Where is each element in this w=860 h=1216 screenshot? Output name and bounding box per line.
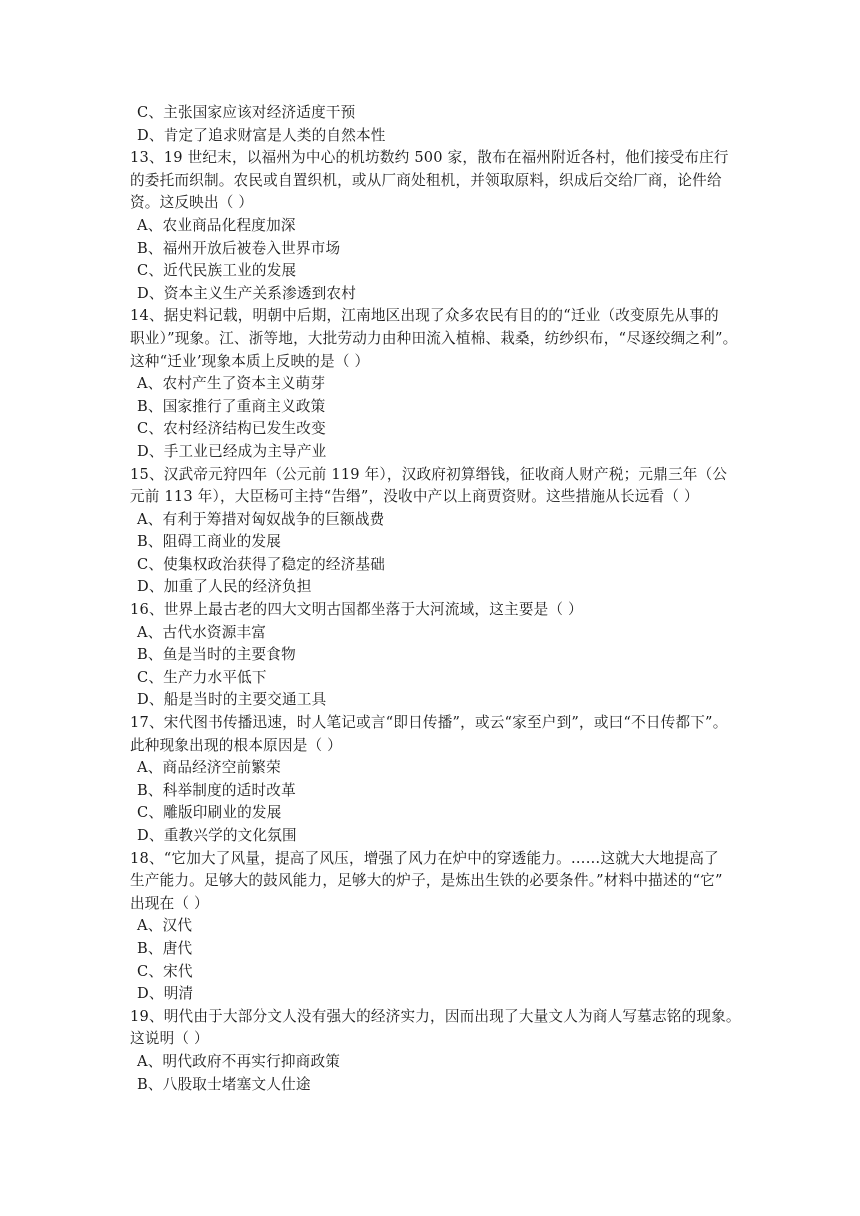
option-line: A、有利于筹措对匈奴战争的巨额战费: [137, 510, 385, 528]
option-line: A、明代政府不再实行抑商政策: [137, 1052, 341, 1070]
option-line: A、汉代: [137, 917, 193, 935]
option-line: D、肯定了追求财富是人类的自然本性: [137, 126, 386, 144]
question-line: 的委托而织制。农民或自置织机，或从厂商处租机，并领取原料，织成后交给厂商，论件给: [130, 171, 722, 189]
option-line: C、主张国家应该对经济适度干预: [137, 104, 356, 121]
option-line: C、宋代: [137, 962, 193, 980]
option-line: B、八股取士堵塞文人仕途: [137, 1075, 311, 1093]
question-line: 资。这反映出（ ）: [130, 194, 254, 212]
question-line: 元前 113 年），大臣杨可主持“告缗”，没收中产以上商贾资财。这些措施从长远看（ ）: [130, 488, 699, 506]
question-line: 出现在（ ）: [130, 894, 209, 912]
option-line: B、鱼是当时的主要食物: [137, 646, 296, 664]
question-line: 18、“它加大了风量，提高了风压，增强了风力在炉中的穿透能力。……这就大大地提高了: [130, 849, 719, 867]
option-line: C、雕版印刷业的发展: [137, 804, 282, 822]
question-line: 生产能力。足够大的鼓风能力，足够大的炉子，是炼出生铁的必要条件。”材料中描述的“它”: [130, 872, 723, 890]
option-line: C、生产力水平低下: [137, 668, 267, 686]
option-line: A、商品经济空前繁荣: [137, 759, 281, 777]
option-line: C、农村经济结构已发生改变: [137, 420, 326, 438]
question-line: 16、世界上最古老的四大文明古国都坐落于大河流域，这主要是（ ）: [130, 601, 583, 619]
question-line: 此种现象出现的根本原因是（ ）: [130, 736, 342, 754]
question-line: 这说明（ ）: [130, 1030, 209, 1048]
question-line: 15、汉武帝元狩四年（公元前 119 年），汉政府初算缗钱，征收商人财产税；元鼎三年（公: [130, 465, 728, 483]
option-line: A、农业商品化程度加深: [137, 216, 296, 234]
option-line: D、加重了人民的经济负担: [137, 578, 312, 596]
option-line: B、国家推行了重商主义政策: [137, 397, 326, 415]
option-line: B、阻碍工商业的发展: [137, 533, 282, 551]
question-line: 17、宋代图书传播迅速，时人笔记或言“即日传播”，或云“家至户到”，或曰“不日传都下”。: [130, 714, 728, 732]
option-line: A、农村产生了资本主义萌芽: [137, 375, 326, 393]
question-line: 13、19 世纪末，以福州为中心的机坊数约 500 家，散布在福州附近各村，他们接受布庄行: [130, 149, 729, 167]
option-line: B、福州开放后被卷入世界市场: [137, 239, 341, 257]
option-line: B、唐代: [137, 939, 193, 957]
document-page: [130, 102, 741, 1096]
option-line: C、使集权政治获得了稳定的经济基础: [137, 555, 386, 573]
option-line: D、资本主义生产关系渗透到农村: [137, 284, 357, 302]
question-line: 职业）”现象。江、浙等地，大批劳动力由种田流入植棉、栽桑，纺纱织布，“尽逐绞绸之利”。: [130, 329, 738, 347]
option-line: D、重教兴学的文化氛围: [137, 827, 297, 844]
option-line: D、明清: [137, 985, 194, 1003]
option-line: B、科举制度的适时改革: [137, 781, 296, 799]
option-line: D、手工业已经成为主导产业: [137, 442, 327, 460]
question-line: 19、明代由于大部分文人没有强大的经济实力，因而出现了大量文人为商人写墓志铭的现象。: [130, 1007, 741, 1025]
question-line: 14、据史料记载，明朝中后期，江南地区出现了众多农民有目的的“迁业（改变原先从事的: [130, 307, 719, 325]
option-line: A、古代水资源丰富: [137, 623, 267, 641]
question-line: 这种“迁业’现象本质上反映的是（ ）: [130, 352, 370, 370]
option-line: C、近代民族工业的发展: [137, 262, 297, 280]
option-line: D、船是当时的主要交通工具: [137, 691, 327, 709]
